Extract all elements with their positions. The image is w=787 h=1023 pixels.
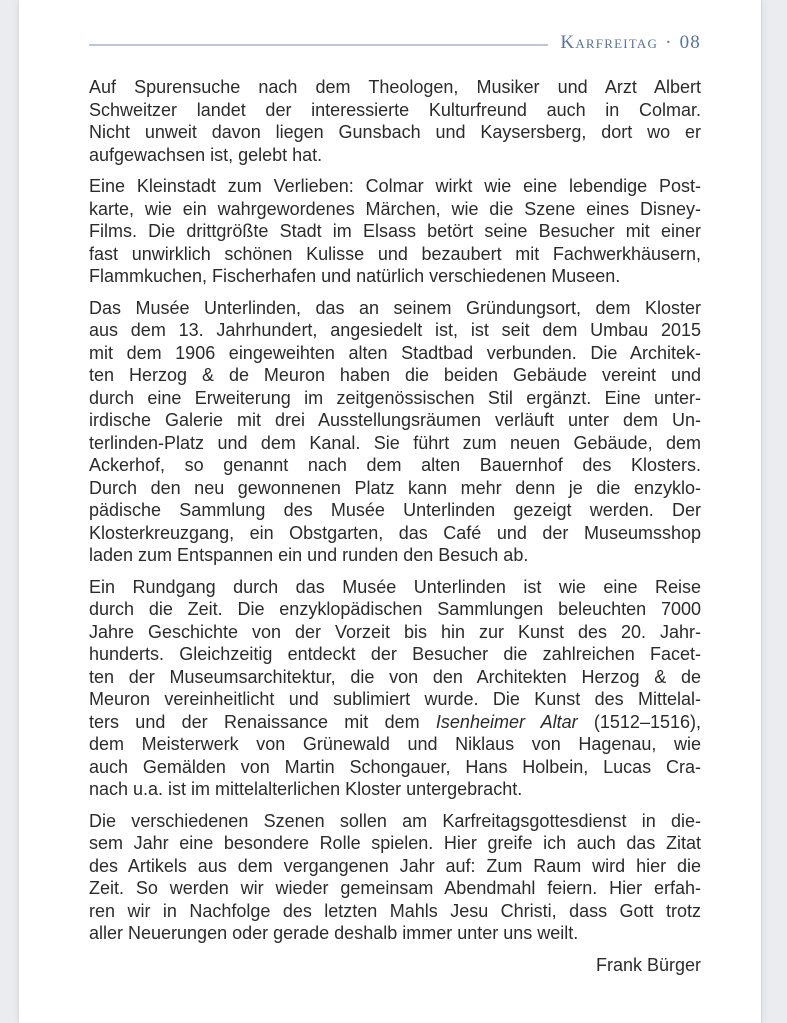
text-segment: dem Meisterwerk von Grünewald und Niklaus von Hagenau, wie	[89, 734, 701, 754]
author-signature: Frank Bürger	[595, 954, 701, 975]
text-line	[89, 198, 701, 221]
chapter-title: Karfreitag	[560, 32, 659, 53]
text-line	[89, 666, 701, 689]
text-segment: Ein Rundgang durch das Musée Unterlinden ist wie eine Reise	[89, 576, 701, 597]
text-line	[89, 387, 701, 410]
text-line	[89, 99, 701, 122]
text-segment: aller Neuerungen oder gerade deshalb immer unter uns weilt.	[89, 923, 579, 943]
text-segment: Nicht unweit davon liegen Gunsbach und Kaysersberg, dort wo er	[89, 122, 701, 142]
text-segment: pädische Sammlung des Musée Unterlinden gezeigt werden. Der	[89, 500, 701, 520]
text-line	[89, 220, 701, 243]
text-line	[89, 711, 701, 734]
text-line	[89, 576, 701, 599]
running-head	[560, 32, 701, 54]
text-segment: Die verschiedenen Szenen sollen am Karfreitagsgottesdienst in die-	[89, 810, 701, 831]
text-segment: Films. Die drittgrößte Stadt im Elsass betört seine Besucher mit einer	[89, 221, 701, 241]
text-line	[89, 778, 701, 801]
text-line	[89, 409, 701, 432]
text-line	[89, 364, 701, 387]
text-line	[89, 297, 701, 320]
text-line	[89, 598, 701, 621]
paragraph-5	[89, 810, 701, 945]
text-line	[89, 900, 701, 923]
text-segment: auch Gemälden von Martin Schongauer, Hans Holbein, Lucas Cra-	[89, 756, 701, 777]
text-segment: (1512–1516),	[577, 711, 701, 732]
text-segment: Klosterkreuzgang, ein Obstgarten, das Café und der Museumsshop	[89, 522, 701, 543]
page-content	[19, 0, 761, 976]
text-segment: Meuron vereinheitlicht und sublimiert wurde. Die Kunst des Mittelal-	[89, 689, 701, 709]
text-line	[89, 243, 701, 266]
text-segment: Schweitzer landet der interessierte Kulturfreund auch in Colmar.	[89, 99, 701, 120]
text-segment: ten der Museumsarchitektur, die von den Architekten Herzog & de	[89, 666, 701, 687]
article-body	[89, 76, 701, 945]
text-line	[89, 832, 701, 855]
text-segment: Zeit. So werden wir wieder gemeinsam Abendmahl feiern. Hier erfah-	[89, 878, 701, 898]
header-rule	[89, 44, 548, 46]
text-segment: karte, wie ein wahrgewordenes Märchen, wie die Szene eines Disney-	[89, 198, 701, 219]
text-line	[89, 855, 701, 878]
text-segment: fast unwirklich schönen Kulisse und bezaubert mit Fachwerkhäusern,	[89, 243, 701, 264]
document-page	[18, 0, 762, 1023]
text-line	[89, 810, 701, 833]
text-line	[89, 454, 701, 477]
paragraph-1	[89, 76, 701, 166]
text-line	[89, 922, 701, 945]
text-segment: irdische Galerie mit drei Ausstellungsräumen verläuft unter dem Un-	[89, 410, 701, 430]
paragraph-2	[89, 175, 701, 288]
text-segment: hunderts. Gleichzeitig entdeckt der Besucher die zahlreichen Facet-	[89, 644, 701, 664]
text-segment: ten Herzog & de Meuron haben die beiden Gebäude vereint und	[89, 365, 701, 385]
text-line	[89, 544, 701, 567]
page-header	[89, 30, 701, 56]
text-line	[89, 265, 701, 288]
text-line	[89, 733, 701, 756]
text-segment: des Artikels aus dem vergangenen Jahr auf: Zum Raum wird hier die	[89, 855, 701, 876]
text-line	[89, 175, 701, 198]
text-line	[89, 432, 701, 455]
text-segment: terlinden-Platz und dem Kanal. Sie führt zum neuen Gebäude, dem	[89, 432, 701, 453]
page-number: 08	[679, 32, 701, 53]
text-segment: Auf Spurensuche nach dem Theologen, Musiker und Arzt Albert	[89, 77, 701, 97]
text-segment: ren wir in Nachfolge des letzten Mahls Jesu Christi, dass Gott trotz	[89, 900, 701, 921]
text-segment: nach u.a. ist im mittelalterlichen Kloster untergebracht.	[89, 779, 523, 799]
text-line	[89, 688, 701, 711]
text-segment: Das Musée Unterlinden, das an seinem Gründungsort, dem Kloster	[89, 297, 701, 318]
italic-text-segment: Isenheimer Altar	[435, 711, 578, 732]
text-segment: sem Jahr eine besondere Rolle spielen. Hier greife ich auch das Zitat	[89, 833, 701, 853]
text-segment: Jahre Geschichte von der Vorzeit bis hin zur Kunst des 20. Jahr-	[89, 621, 701, 642]
text-line	[89, 477, 701, 500]
text-line	[89, 522, 701, 545]
text-line	[89, 121, 701, 144]
text-segment: Eine Kleinstadt zum Verlieben: Colmar wirkt wie eine lebendige Post-	[89, 176, 701, 196]
text-segment: durch die Zeit. Die enzyklopädischen Sammlungen beleuchten 7000	[89, 599, 701, 619]
paragraph-4	[89, 576, 701, 801]
text-segment: durch eine Erweiterung im zeitgenössischen Stil ergänzt. Eine unter-	[89, 387, 701, 408]
text-segment: Durch den neu gewonnenen Platz kann mehr denn je die enzyklo-	[89, 477, 701, 498]
text-segment: Flammkuchen, Fischerhafen und natürlich verschiedenen Museen.	[89, 266, 621, 286]
text-line	[89, 342, 701, 365]
text-line	[89, 319, 701, 342]
text-segment: aus dem 13. Jahrhundert, angesiedelt ist, ist seit dem Umbau 2015	[89, 320, 701, 340]
text-line	[89, 756, 701, 779]
text-segment: mit dem 1906 eingeweihten alten Stadtbad verbunden. Die Architek-	[89, 342, 701, 363]
text-line	[89, 643, 701, 666]
text-line	[89, 144, 701, 167]
text-line	[89, 499, 701, 522]
text-line	[89, 76, 701, 99]
paragraph-3	[89, 297, 701, 567]
title-separator-dot: ·	[665, 32, 673, 53]
text-line	[89, 877, 701, 900]
text-segment: laden zum Entspannen ein und runden den Besuch ab.	[89, 545, 529, 565]
text-segment: Ackerhof, so genannt nach dem alten Bauernhof des Klosters.	[89, 455, 701, 475]
text-line	[89, 621, 701, 644]
text-segment: aufgewachsen ist, gelebt hat.	[89, 144, 323, 165]
text-segment: ters und der Renaissance mit dem	[89, 711, 436, 732]
